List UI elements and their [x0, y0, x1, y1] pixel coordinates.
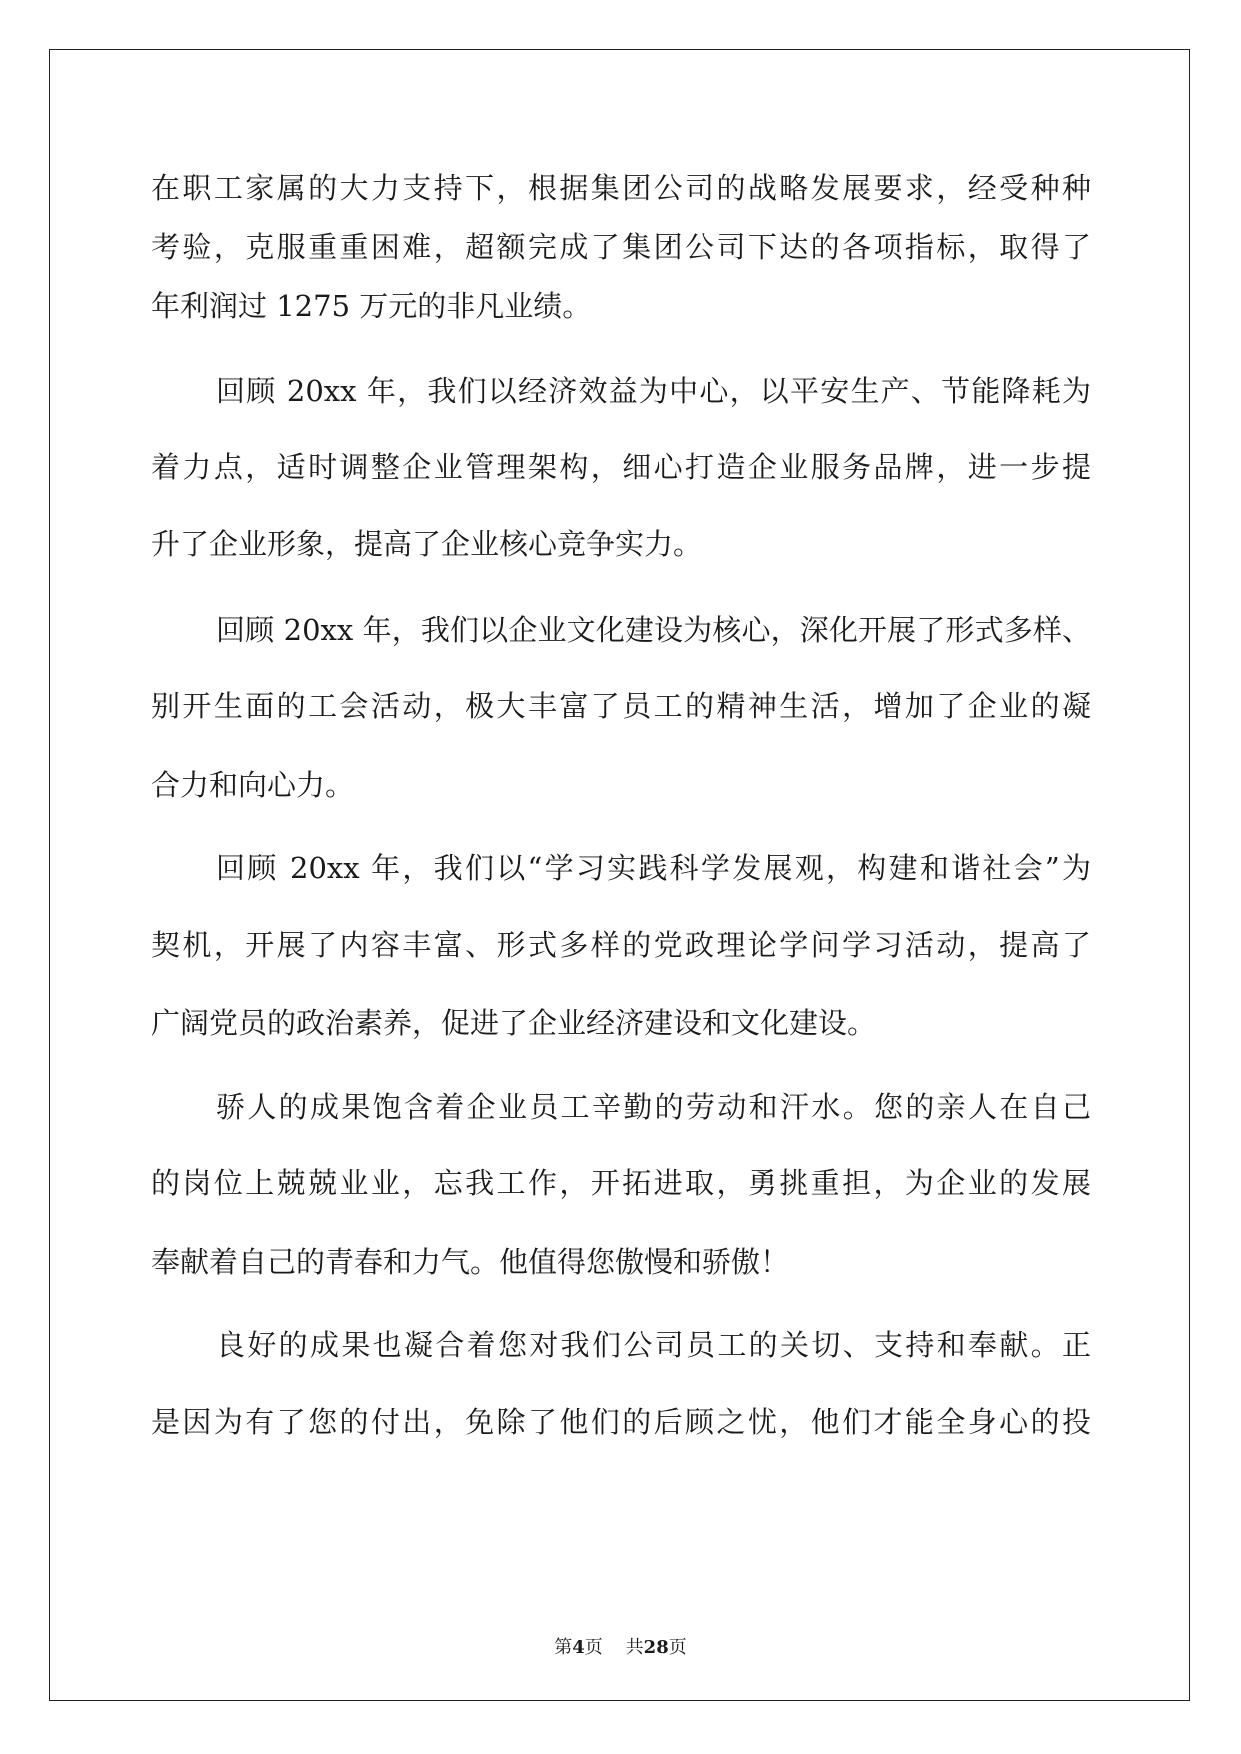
total-prefix: 共	[625, 1637, 644, 1658]
page-suffix: 页	[584, 1637, 603, 1658]
text-line: 奉献着自己的青春和力气。他值得您傲慢和骄傲！	[151, 1245, 790, 1279]
text-line: 考验，克服重重困难，超额完成了集团公司下达的各项指标，取得了	[151, 230, 1091, 264]
text-line: 在职工家属的大力支持下，根据集团公司的战略发展要求，经受种种	[151, 171, 1091, 205]
total-suffix: 页	[668, 1637, 687, 1658]
text-line: 回顾 20xx 年，我们以企业文化建设为核心，深化开展了形式多样、	[216, 613, 1091, 647]
text-line: 回顾 20xx 年，我们以“学习实践科学发展观，构建和谐社会”为	[216, 851, 1091, 885]
text-line: 回顾 20xx 年，我们以经济效益为中心，以平安生产、节能降耗为	[216, 374, 1091, 408]
page-number: 4	[572, 1637, 585, 1658]
page-footer	[0, 1636, 1241, 1660]
text-line: 年利润过 1275 万元的非凡业绩。	[151, 289, 592, 323]
total-pages: 28	[643, 1637, 669, 1658]
text-line: 广阔党员的政治素养，促进了企业经济建设和文化建设。	[151, 1006, 877, 1040]
text-line: 骄人的成果饱含着企业员工辛勤的劳动和汗水。您的亲人在自己	[216, 1090, 1091, 1124]
text-line: 是因为有了您的付出，免除了他们的后顾之忧，他们才能全身心的投	[151, 1405, 1091, 1439]
text-line: 良好的成果也凝合着您对我们公司员工的关切、支持和奉献。正	[216, 1328, 1091, 1362]
text-line: 升了企业形象，提高了企业核心竞争实力。	[151, 527, 703, 561]
page-prefix: 第	[554, 1637, 573, 1658]
text-line: 合力和向心力。	[151, 768, 355, 802]
text-line: 的岗位上兢兢业业，忘我工作，开拓进取，勇挑重担，为企业的发展	[151, 1166, 1091, 1200]
text-line: 别开生面的工会活动，极大丰富了员工的精神生活，增加了企业的凝	[151, 689, 1091, 723]
text-line: 契机，开展了内容丰富、形式多样的党政理论学问学习活动，提高了	[151, 928, 1091, 962]
text-line: 着力点，适时调整企业管理架构，细心打造企业服务品牌，进一步提	[151, 450, 1091, 484]
